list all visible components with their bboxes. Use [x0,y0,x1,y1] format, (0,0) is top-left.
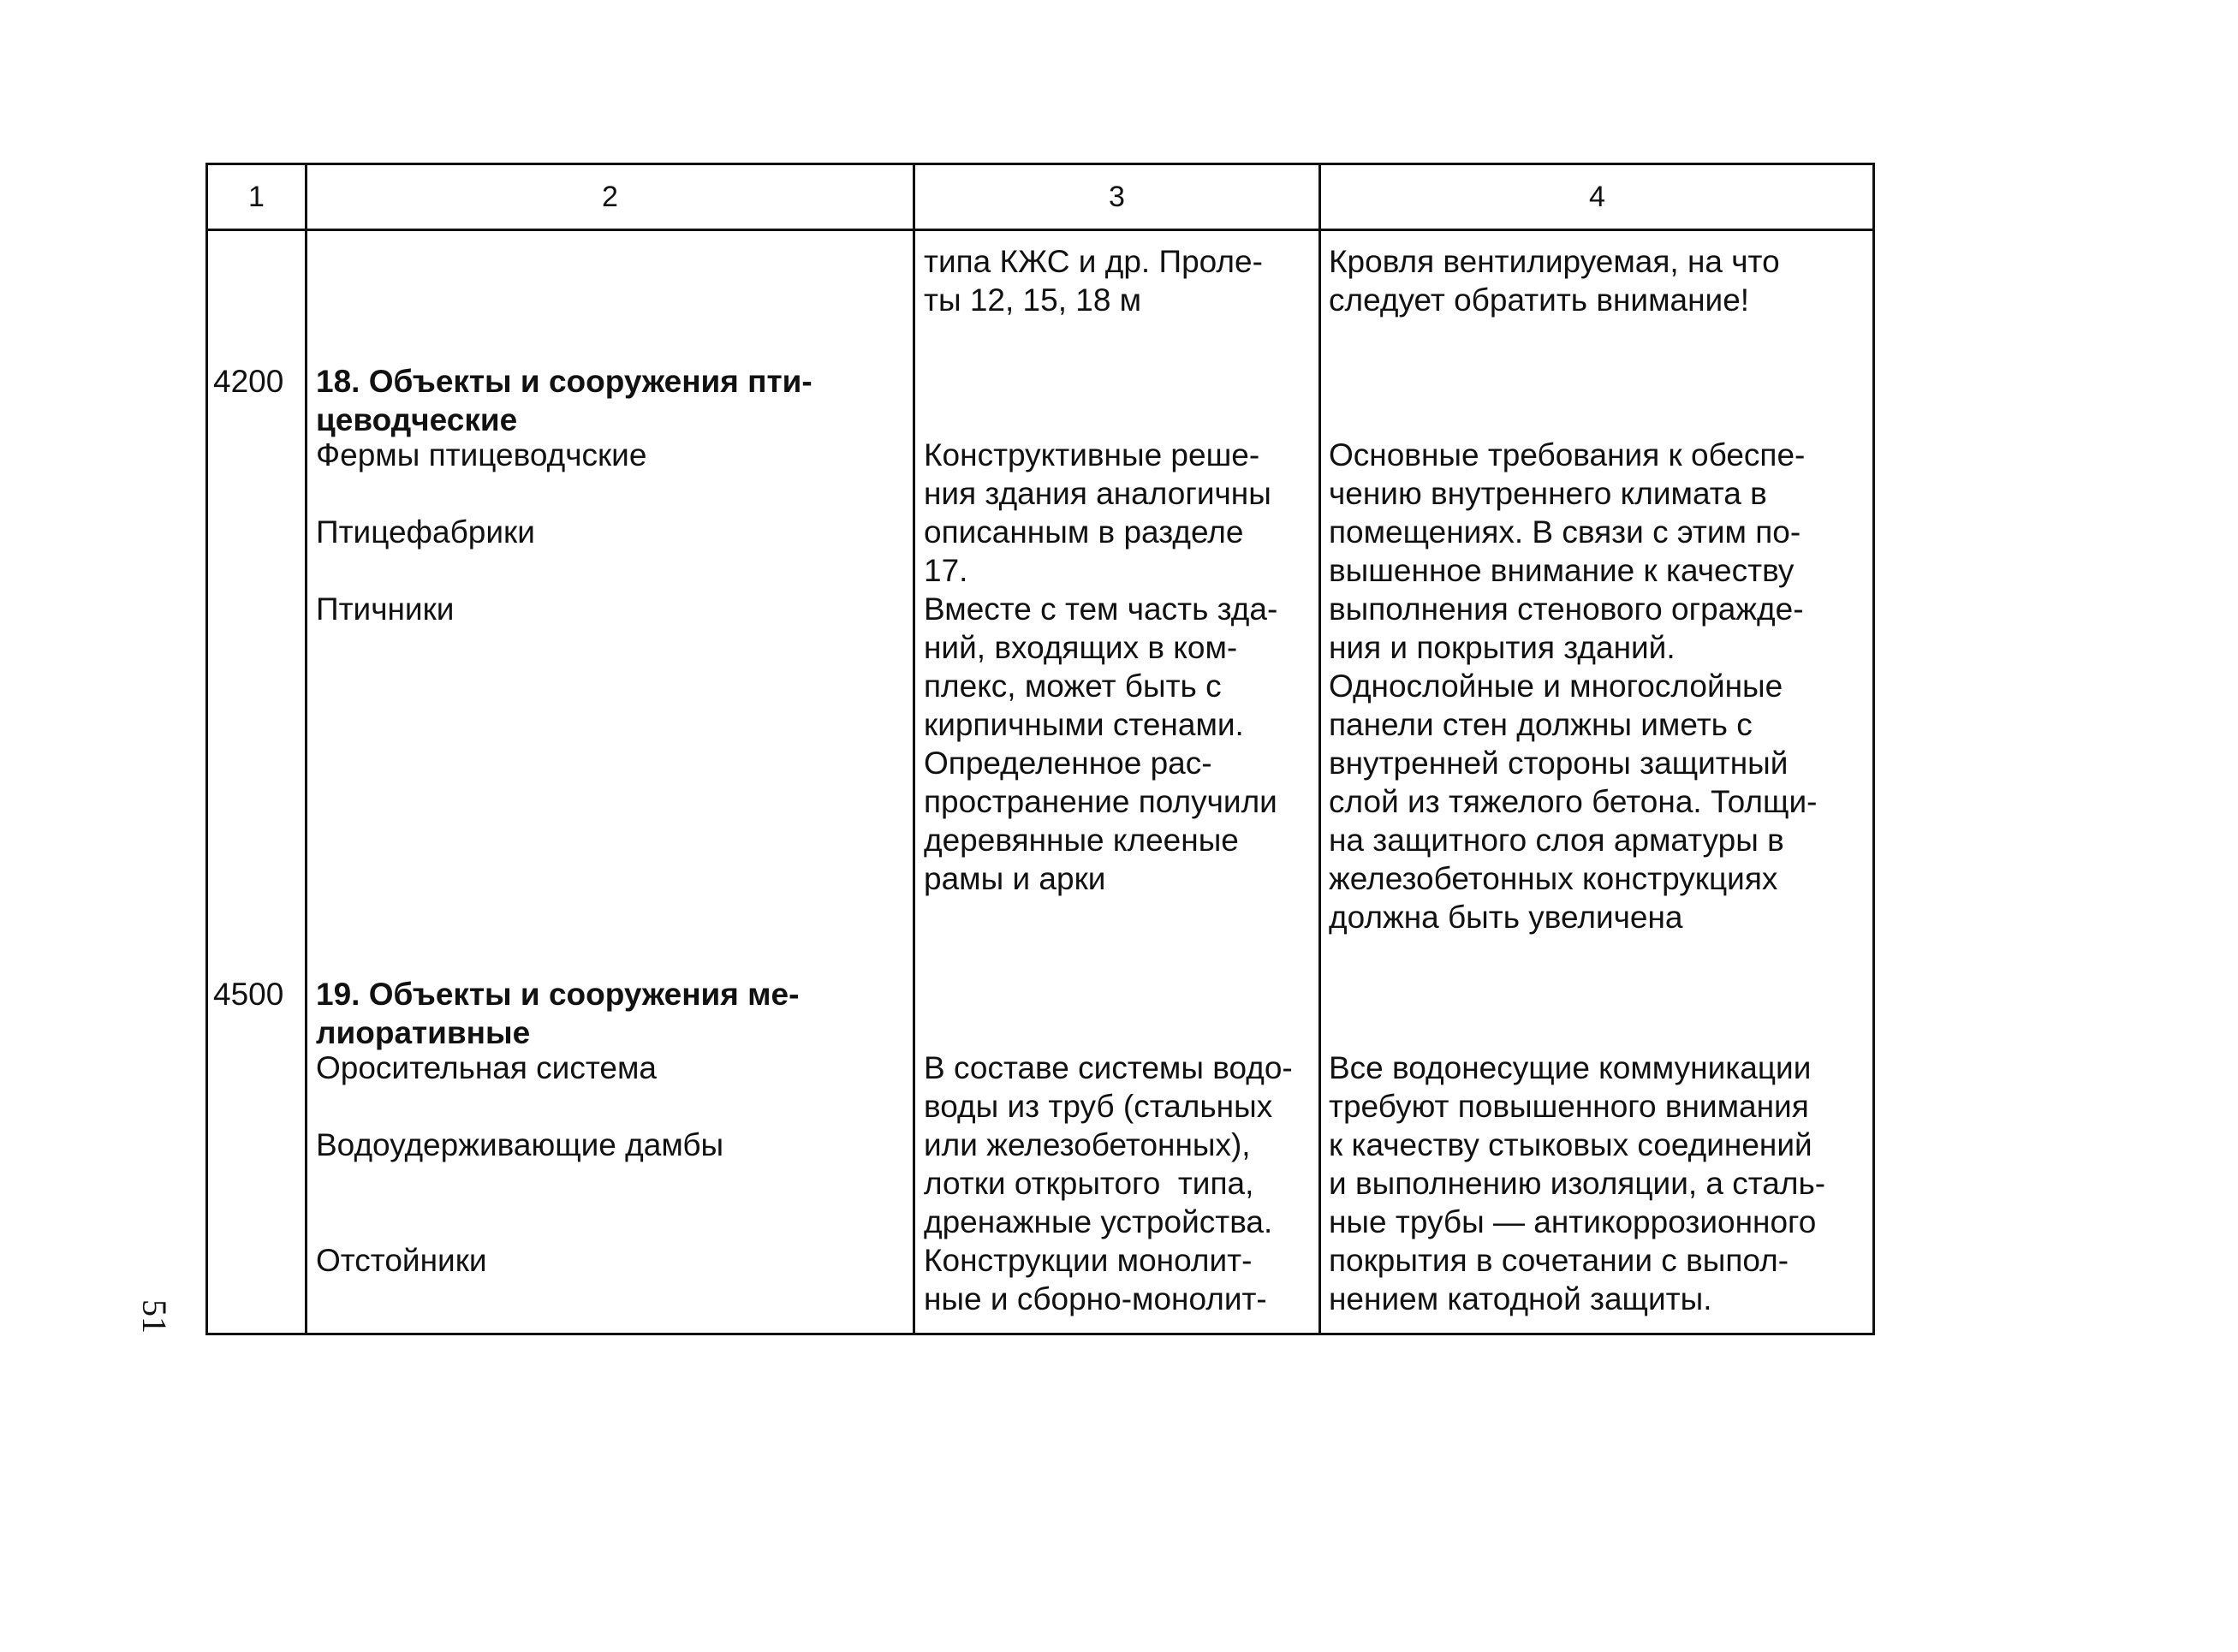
section-18-item-poultry-plants: Птицефабрики [316,514,535,550]
header-divider [208,229,1872,231]
column-divider [1318,165,1321,1333]
section-19-col4-text: Все водонесущие коммуникации требуют повышенного внимания к качеству стыковых соединений и выполнению изоляции, а сталь- ные трубы — антикоррозионного покрытия в сочетании с выпол- нением катодной защиты. [1329,1050,1826,1316]
section-18-item-farms: Фермы птицеводчские [316,437,647,472]
column-divider [305,165,307,1333]
section-19-col3-text: В составе системы водо- воды из труб (стальных или железобетонных), лотки открытого типа, дренажные устройства. Конструкции монолит- ные и сборно-монолит- [924,1050,1293,1316]
section-18-col3-text: Конструктивные реше- ния здания аналогичны описанным в разделе 17. Вместе с тем часть зда- ний, входящих в ком- плекс, может быть с кирпичными стенами. Определенное рас- пространение получили деревянные клееные рамы и арки [924,437,1278,896]
column-divider [913,165,915,1333]
section-18-code: 4200 [213,364,284,399]
header-col-4: 4 [1589,180,1605,213]
section-19-item-settling-tanks: Отстойники [316,1243,487,1278]
section-19-item-irrigation: Оросительная система [316,1050,657,1085]
data-table [205,163,1875,1335]
section-18-col4-text: Основные требования к обеспе- чению внутреннего климата в помещениях. В связи с этим по- вышенное внимание к качеству выполнения стенового огражде- ния и покрытия зданий. Однослойные и многослойные панели стен должны иметь с внутренней стороны защитный слой из тяжелого бетона. Толщи- на защитного слоя арматуры в железобетонных конструкциях должна быть увеличена [1329,437,1818,935]
section-19-code: 4500 [213,977,284,1012]
section-18-item-poultry-houses: Птичники [316,591,455,627]
section-19-title: 19. Объекты и сооружения ме- лиоративные [316,977,800,1050]
header-col-1: 1 [248,180,265,213]
section-19-item-dams: Водоудерживающие дамбы [316,1127,724,1162]
page-number: 51 [135,1299,174,1334]
header-col-2: 2 [602,180,618,213]
continuation-col3-text: типа КЖС и др. Проле- ты 12, 15, 18 м [924,244,1263,318]
section-18-title: 18. Объекты и сооружения пти- цеводческие [316,364,812,437]
continuation-col4-text: Кровля вентилируемая, на что следует обратить внимание! [1329,244,1780,318]
header-col-3: 3 [1109,180,1125,213]
